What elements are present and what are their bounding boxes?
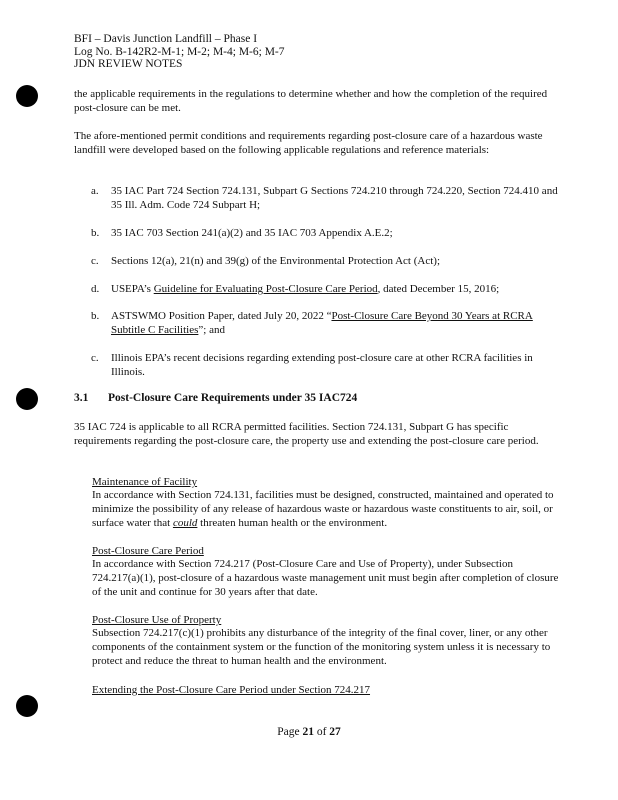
subsection-text: In accordance with Section 724.131, facilities must be designed, constructed, maintained and operated to minimize the possibility of any release of hazardous waste or hazardous waste constituents to air, soil, or surface water that (92, 489, 554, 529)
punch-hole-middle (16, 388, 38, 410)
list-marker: c. (91, 255, 99, 267)
list-item (91, 309, 561, 337)
page-label: Page (277, 726, 303, 738)
list-item-text-pre: USEPA’s (111, 283, 154, 295)
punch-hole-bottom (16, 695, 38, 717)
list-item-text-post: , dated December 15, 2016; (377, 283, 500, 295)
header-line-1: BFI – Davis Junction Landfill – Phase I (74, 33, 258, 45)
page-header (74, 33, 285, 71)
list-marker: b. (91, 310, 100, 322)
list-item-text: 35 IAC Part 724 Section 724.131, Subpart G Sections 724.210 through 724.220, Section 724.410 and 35 Ill. Adm. Code 724 Subpart H; (111, 185, 558, 211)
guideline-title: Guideline for Evaluating Post-Closure Care Period (153, 283, 378, 295)
list-item-text-pre: ASTSWMO Position Paper, dated July 20, 2022 “ (111, 310, 332, 322)
page-total: 27 (329, 726, 341, 738)
subsection-paragraph: Subsection 724.217(c)(1) prohibits any disturbance of the integrity of the final cover, liner, or any other components of the containment system or the function of the monitoring system unless it is necessary to protect and reduce the threat to human health and the environment. (92, 627, 551, 667)
list-item (91, 282, 561, 296)
punch-hole-top (16, 85, 38, 107)
list-marker: d. (91, 283, 100, 295)
page-of-label: of (313, 726, 330, 738)
section-paragraph: 35 IAC 724 is applicable to all RCRA permitted facilities. Section 724.131, Subpart G has specific requirements regarding the post-closure care, the property use and extending the post-closure care period. (74, 421, 539, 447)
header-line-2: Log No. B-142R2-M-1; M-2; M-4; M-6; M-7 (74, 45, 285, 58)
position-paper-title: Post-Closure Care Beyond 30 Years at RCRA Subtitle C Facilities (111, 310, 533, 336)
subsection-heading: Extending the Post-Closure Care Period under Section 724.217 (92, 684, 371, 696)
subsection-paragraph (92, 488, 562, 530)
list-item-text: Illinois EPA’s recent decisions regarding extending post-closure care at other RCRA facilities in Illinois. (111, 352, 533, 378)
page-number: 21 (302, 726, 314, 738)
page-footer (0, 726, 618, 738)
list-marker: a. (91, 185, 99, 197)
list-item-text (111, 309, 561, 337)
section-title: Post-Closure Care Requirements under 35 IAC724 (108, 392, 358, 404)
list-item-text: Sections 12(a), 21(n) and 39(g) of the Environmental Protection Act (Act); (111, 255, 440, 267)
emphasis-could: could (172, 517, 198, 529)
subsection-heading: Post-Closure Care Period (92, 545, 204, 557)
list-marker: b. (91, 227, 100, 239)
list-item (91, 184, 561, 212)
subsection-text-end: threaten human health or the environment. (197, 517, 388, 529)
list-item-text (111, 282, 561, 296)
list-item-text-post: ”; and (198, 324, 225, 336)
list-item (91, 351, 561, 379)
regulations-paragraph: The afore-mentioned permit conditions and requirements regarding post-closure care of a hazardous waste landfill were developed based on the following applicable regulations and reference materials: (74, 130, 543, 156)
list-item (91, 226, 561, 240)
section-number: 3.1 (74, 392, 89, 404)
section-heading (74, 392, 357, 404)
list-item-text: 35 IAC 703 Section 241(a)(2) and 35 IAC 703 Appendix A.E.2; (111, 227, 393, 239)
list-item (91, 254, 561, 268)
list-marker: c. (91, 352, 99, 364)
header-line-3: JDN REVIEW NOTES (74, 58, 183, 70)
intro-paragraph: the applicable requirements in the regulations to determine whether and how the completion of the required post-closure can be met. (74, 88, 548, 114)
subsection-heading: Maintenance of Facility (92, 476, 198, 488)
subsection-heading: Post-Closure Use of Property (92, 614, 222, 626)
subsection-paragraph: In accordance with Section 724.217 (Post-Closure Care and Use of Property), under Subsection 724.217(a)(1), post-closure of a hazardous waste management unit must begin after completion of closure of the unit and continue for 30 years after that date. (92, 558, 559, 598)
